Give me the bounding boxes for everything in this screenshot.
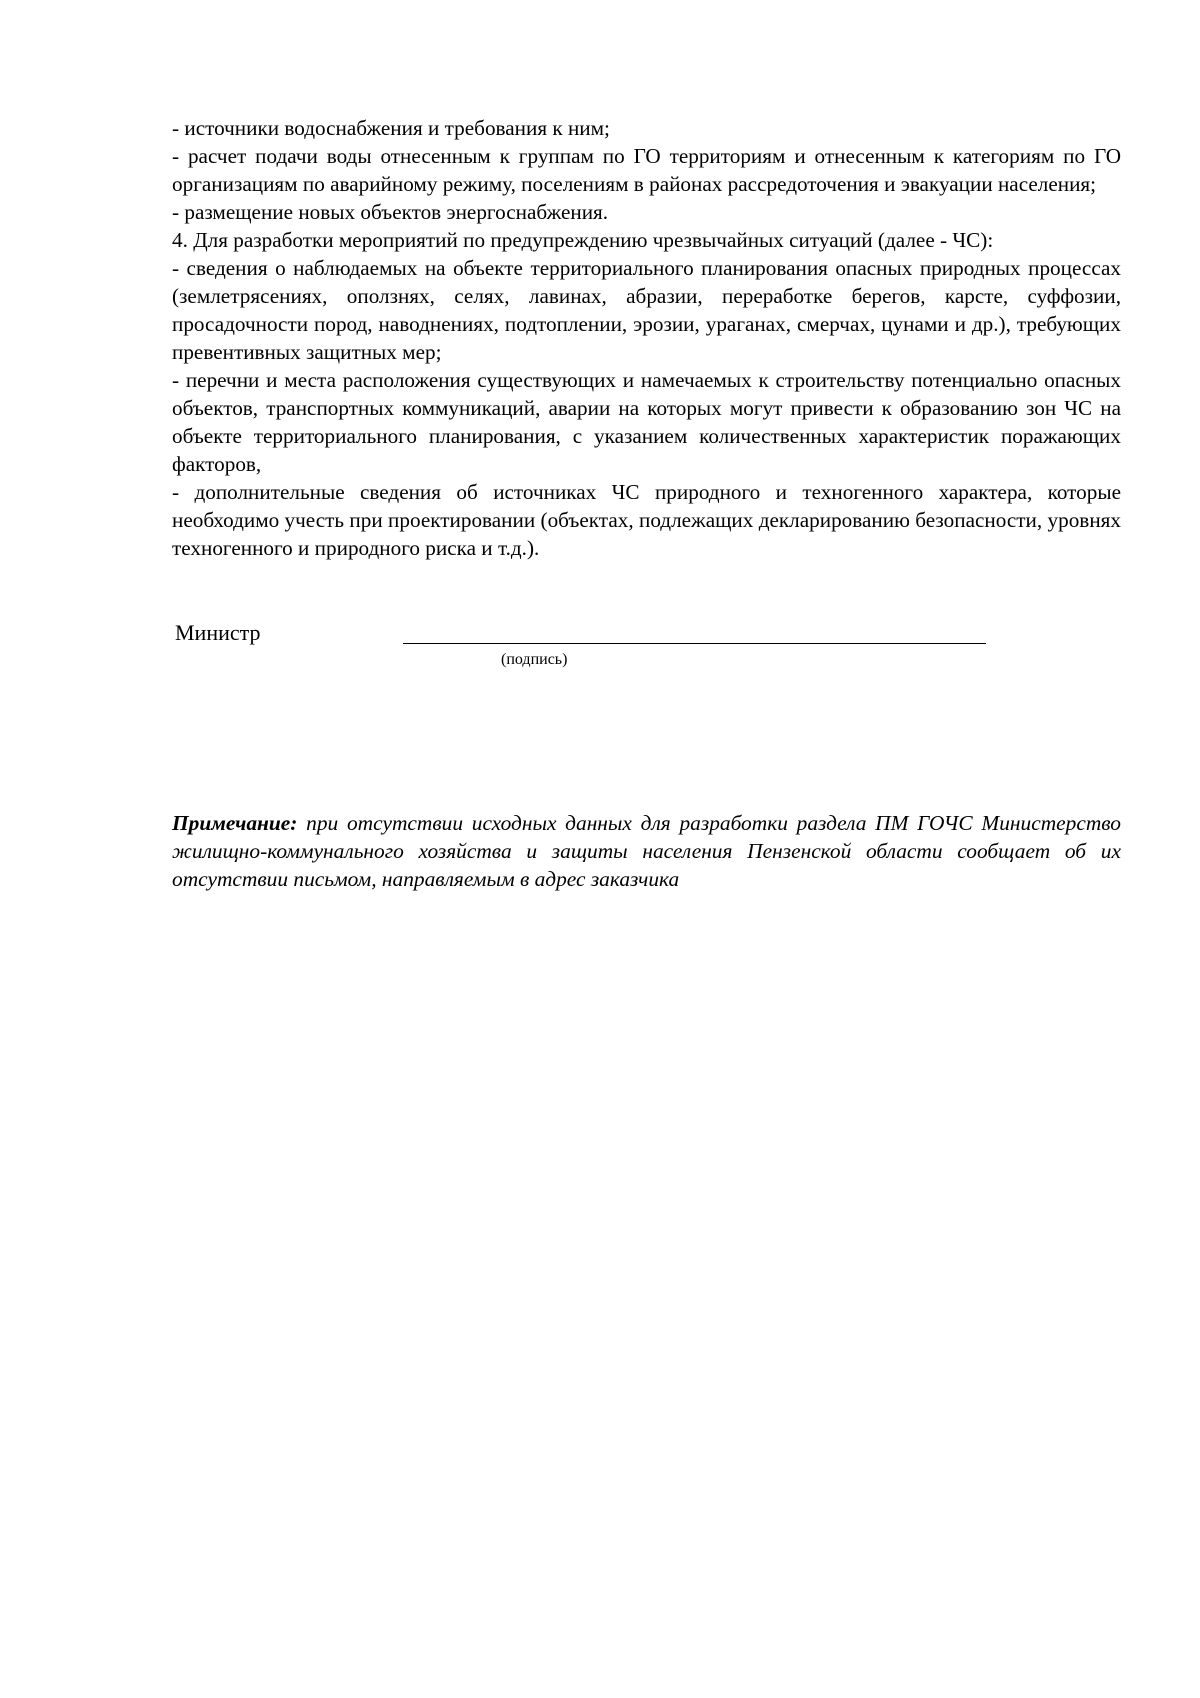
signer-title: Министр [175, 620, 261, 645]
signature-line [403, 643, 986, 644]
note [172, 809, 1121, 893]
paragraph-additional-info: - дополнительные сведения об источниках ЧС природного и техногенного характера, которые необходимо учесть при проектировании (объектах, подлежащих декларированию безопасности, уровнях техногенного и природного риска и т.д.). [172, 480, 1121, 560]
paragraph-water-sources: - источники водоснабжения и требования к ним; [172, 116, 610, 140]
paragraph-natural-hazards: - сведения о наблюдаемых на объекте территориального планирования опасных природных процессах (землетрясениях, оползнях, селях, лавинах, абразии, переработке берегов, карсте, суффозии, просадочности пород, наводнениях, подтоплении, эрозии, ураганах, смерчах, цунами и др.), требующих превентивных защитных мер; [172, 256, 1121, 364]
signature-block [175, 620, 1015, 680]
signature-caption: (подпись) [501, 651, 568, 668]
note-label: Примечание: [172, 811, 298, 836]
paragraph-hazardous-objects: - перечни и места расположения существующих и намечаемых к строительству потенциально опасных объектов, транспортных коммуникаций, аварии на которых могут привести к образованию зон ЧС на объекте территориального планирования, с указанием количественных характеристик поражающих факторов, [172, 368, 1121, 476]
note-text: при отсутствии исходных данных для разработки раздела ПМ ГОЧС Министерство жилищно-коммунального хозяйства и защиты населения Пензенской области сообщает об их отсутствии письмом, направляемым в адрес заказчика [172, 811, 1121, 892]
paragraph-water-supply-calculation: - расчет подачи воды отнесенным к группам по ГО территориям и отнесенным к категориям по ГО организациям по аварийному режиму, поселениям в районах рассредоточения и эвакуации населения; [172, 144, 1121, 196]
paragraph-emergency-prevention-heading: 4. Для разработки мероприятий по предупреждению чрезвычайных ситуаций (далее - ЧС): [172, 228, 994, 252]
document-body [172, 114, 1121, 562]
paragraph-new-energy-objects: - размещение новых объектов энергоснабжения. [172, 200, 609, 224]
